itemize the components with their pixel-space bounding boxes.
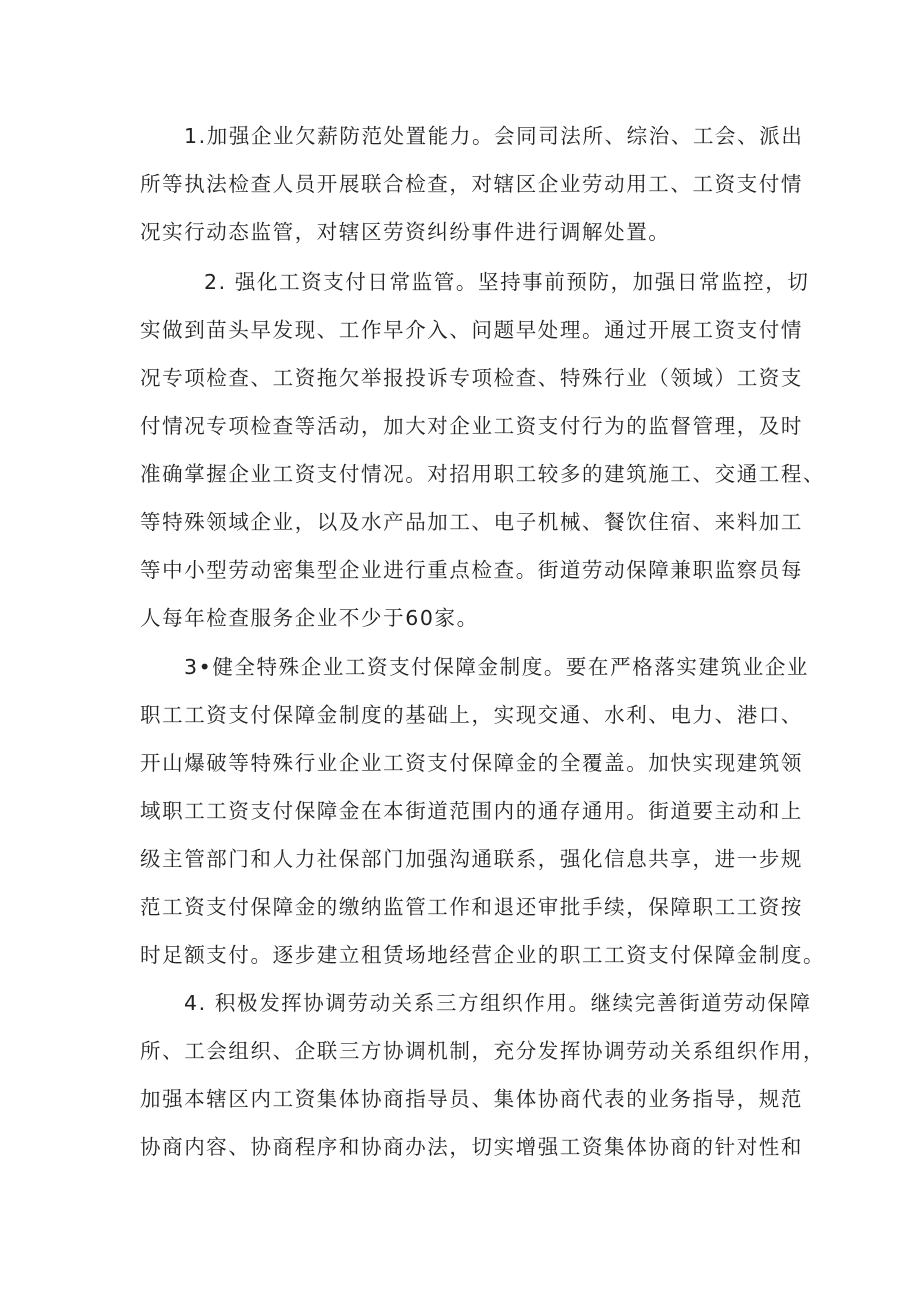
paragraph-line: 实做到苗头早发现、工作早介入、问题早处理。通过开展工资支付情: [140, 318, 803, 342]
paragraph-line: 况实行动态监管，对辖区劳资纠纷事件进行调解处置。: [140, 220, 671, 244]
paragraph-line: 准确掌握企业工资支付情况。对招用职工较多的建筑施工、交通工程、: [140, 462, 826, 486]
paragraph-line: 职工工资支付保障金制度的基础上，实现交通、水利、电力、港口、: [140, 703, 803, 727]
paragraph-line: 况专项检查、工资拖欠举报投诉专项检查、特殊行业（领域）工资支: [140, 366, 803, 390]
paragraph-1: [140, 112, 804, 256]
paragraph-line: 等特殊领域企业，以及水产品加工、电子机械、餐饮住宿、来料加工: [140, 510, 803, 534]
paragraph-line: 付情况专项检查等活动，加大对企业工资支付行为的监督管理，及时: [140, 414, 803, 438]
paragraph-line: 级主管部门和人力社保部门加强沟通联系，强化信息共享，进一步规: [140, 847, 803, 871]
paragraph-line: 2. 强化工资支付日常监管。坚持事前预防，加强日常监控，切: [204, 270, 810, 294]
paragraph-line: 域职工工资支付保障金在本街道范围内的通存通用。街道要主动和上: [140, 799, 803, 823]
paragraph-line: 3•健全特殊企业工资支付保障金制度。要在严格落实建筑业企业: [184, 655, 810, 679]
paragraph-line: 范工资支付保障金的缴纳监管工作和退还审批手续，保障职工工资按: [140, 895, 803, 919]
paragraph-line: 人每年检查服务企业不少于60家。: [140, 606, 479, 630]
paragraph-line: 所、工会组织、企联三方协调机制，充分发挥协调劳动关系组织作用，: [140, 1039, 826, 1063]
paragraph-2: [140, 258, 826, 642]
paragraph-line: 等中小型劳动密集型企业进行重点检查。街道劳动保障兼职监察员每: [140, 558, 803, 582]
paragraph-line: 加强本辖区内工资集体协商指导员、集体协商代表的业务指导，规范: [140, 1087, 803, 1111]
paragraph-line: 协商内容、协商程序和协商办法，切实增强工资集体协商的针对性和: [140, 1135, 803, 1159]
paragraph-line: 1.加强企业欠薪防范处置能力。会同司法所、综治、工会、派出: [184, 124, 804, 148]
paragraph-line: 开山爆破等特殊行业企业工资支付保障金的全覆盖。加快实现建筑领: [140, 751, 803, 775]
paragraph-line: 所等执法检查人员开展联合检查，对辖区企业劳动用工、工资支付情: [140, 172, 803, 196]
paragraph-4: [140, 979, 826, 1171]
paragraph-line: 时足额支付。逐步建立租赁场地经营企业的职工工资支付保障金制度。: [140, 943, 826, 967]
paragraph-3: [140, 643, 826, 979]
paragraph-line: 4. 积极发挥协调劳动关系三方组织作用。继续完善街道劳动保障: [184, 991, 812, 1015]
